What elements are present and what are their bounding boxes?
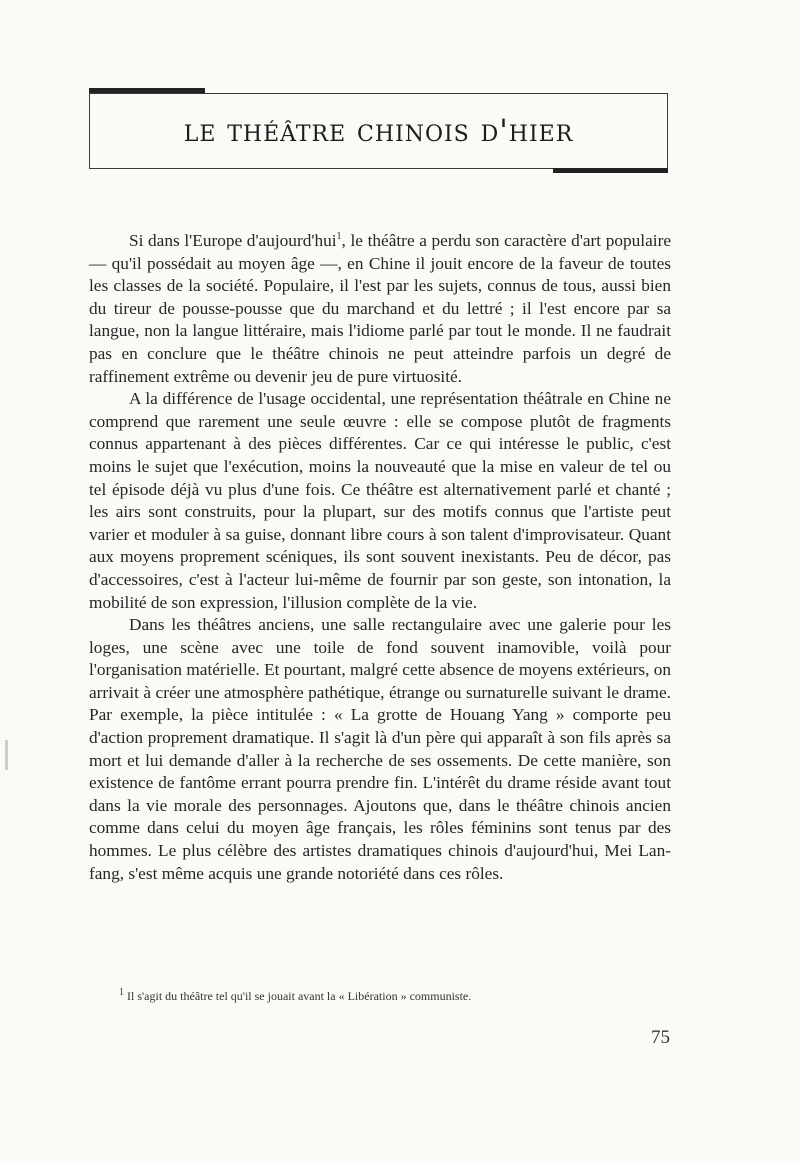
paragraph-2: A la différence de l'usage occidental, une représentation théâtrale en Chine ne comprend que rarement une seule œuvre : elle se compose plutôt de fragments connus appartenant à des pièces différentes. Car ce qui intéresse le public, c'est moins le sujet que l'exécution, moins la nouveauté que la mise en valeur de tel ou tel épisode déjà vu plus d'une fois. Ce théâtre est alternativement parlé et chanté ; les airs sont construits, pour la plupart, sur des motifs connus que l'artiste peut varier et moduler à sa guise, donnant libre cours à son talent d'improvisateur. Quant aux moyens proprement scéniques, ils sont souvent inexistants. Peu de décor, pas d'accessoires, c'est à l'acteur lui-même de fournir par son geste, son intonation, la mobilité de son expression, l'illusion complète de la vie.	[89, 389, 671, 612]
paragraph-1-rest: , le théâtre a perdu son caractère d'art populaire — qu'il possédait au moyen âge —, en Chine il jouit encore de la faveur de toutes les classes de la société. Populaire, il l'est par les sujets, connus de tous, aussi bien du tireur de pousse-pousse que du marchand et du lettré ; il l'est encore par sa langue, non la langue littéraire, mais l'idiome parlé par tout le monde. Il ne faudrait pas en conclure que le théâtre chinois ne peut atteindre parfois un degré de raffinement extrême ou devenir jeu de pure virtuosité.	[89, 231, 671, 386]
paragraph-1	[89, 230, 671, 388]
footnote-marker: 1	[119, 987, 124, 998]
title-frame	[89, 93, 668, 169]
paragraph-1-start: Si dans l'Europe d'aujourd'hui	[129, 231, 337, 250]
margin-speck	[5, 740, 8, 770]
paragraph-3: Dans les théâtres anciens, une salle rectangulaire avec une galerie pour les loges, une scène avec une toile de fond souvent inamovible, voilà pour l'organisation matérielle. Et pourtant, malgré cette absence de moyens extérieurs, on arrivait à créer une atmosphère pathétique, étrange ou surnaturelle suivant le drame. Par exemple, la pièce intitulée : « La grotte de Houang Yang » comporte peu d'action proprement dramatique. Il s'agit là d'un père qui apparaît à son fils après sa mort et lui demande d'aller à la recherche de ses ossements. De cette manière, son existence de fantôme errant pourra prendre fin. L'intérêt du drame réside avant tout dans la vie morale des personnages. Ajoutons que, dans le théâtre chinois ancien comme dans celui du moyen âge français, les rôles féminins sont tenus par des hommes. Le plus célèbre des artistes dramatiques chinois d'aujourd'hui, Mei Lan-fang, s'est même acquis une grande notoriété dans ces rôles.	[89, 615, 671, 883]
footnote-ref: 1	[336, 231, 342, 243]
footnote-text: Il s'agit du théâtre tel qu'il se jouait avant la « Libération » communiste.	[124, 989, 472, 1003]
page-title: le théâtre chinois d'hier	[183, 113, 574, 149]
article-body	[89, 230, 671, 885]
page-number: 75	[651, 1027, 670, 1048]
title-rule-bottom	[553, 168, 668, 173]
footnote	[89, 989, 671, 1004]
